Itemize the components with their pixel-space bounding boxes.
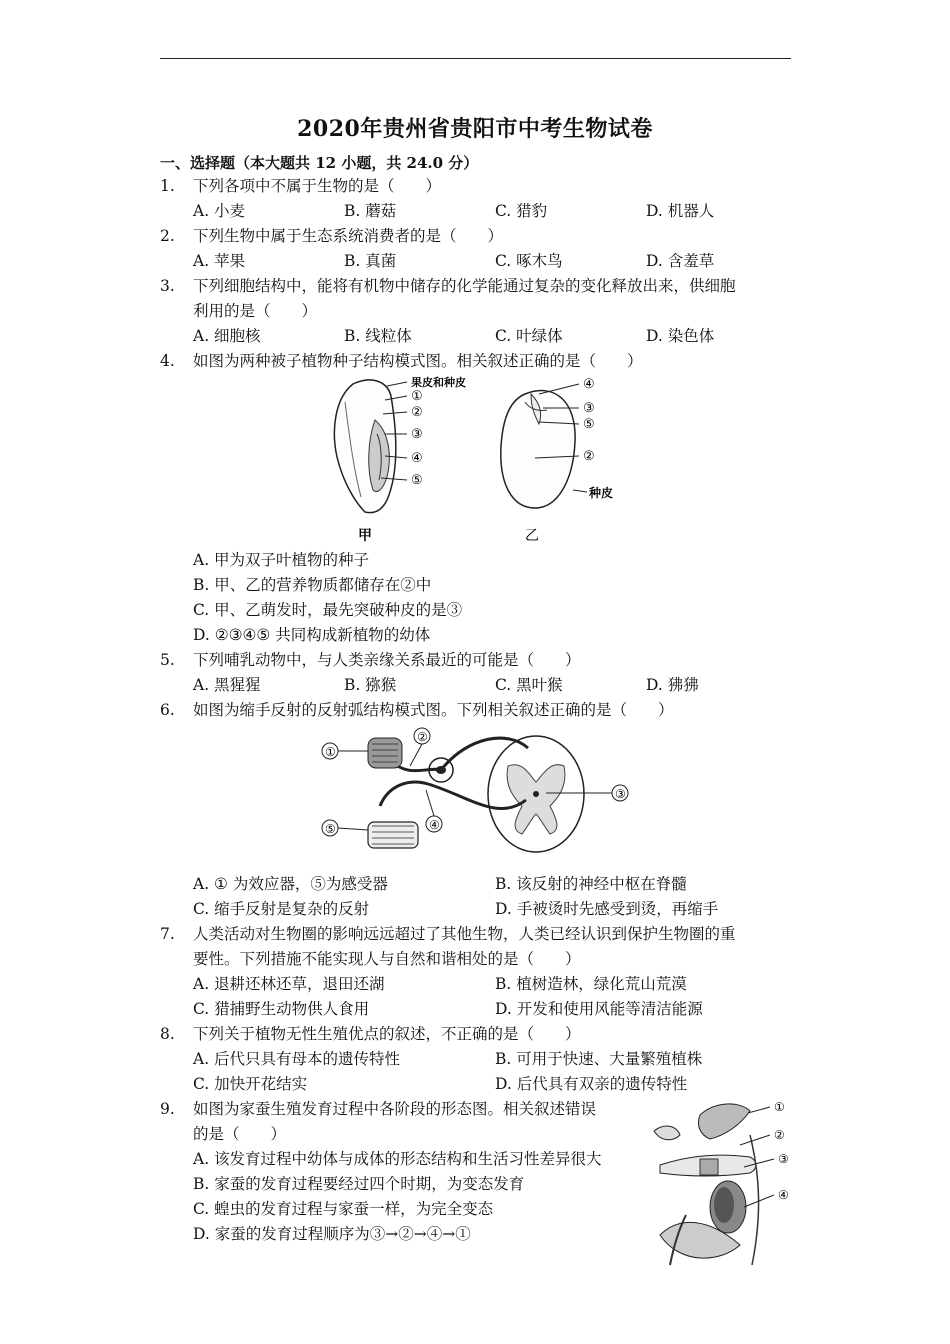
option-c: C. 甲、乙萌发时，最先突破种皮的是③ — [193, 601, 463, 619]
option-a: A. 黑猩猩 — [193, 676, 261, 694]
question-number: 6. — [160, 701, 175, 719]
corn-part-label: ④ — [411, 451, 423, 466]
bean-part-label: ② — [583, 449, 595, 464]
bean-part-label: ⑤ — [583, 417, 595, 432]
option-c: C. 黑叶猴 — [495, 676, 563, 694]
option-c: C. 叶绿体 — [495, 327, 563, 345]
figure-label-jia: 甲 — [358, 528, 372, 544]
page-title: 2020年贵州省贵阳市中考生物试卷 — [297, 116, 653, 142]
option-a: A. 退耕还林还草，退田还湖 — [193, 975, 385, 993]
bean-part-label: ③ — [583, 401, 595, 416]
option-b: B. 蘑菇 — [344, 202, 397, 220]
option-d: D. 染色体 — [646, 327, 715, 345]
silkworm-part-label: ③ — [778, 1152, 789, 1166]
option-c: C. 猎捕野生动物供人食用 — [193, 1000, 370, 1018]
question-text-cont: 的是（ ） — [193, 1125, 287, 1143]
corn-part-label: ② — [411, 405, 423, 420]
silkworm-part-label: ④ — [778, 1188, 789, 1202]
question-number: 1. — [160, 177, 175, 195]
option-d: D. 开发和使用风能等清洁能源 — [495, 1000, 703, 1018]
silkworm-part-label: ① — [774, 1100, 785, 1114]
bean-part-label: 种皮 — [589, 486, 614, 500]
option-a: A. 细胞核 — [193, 327, 261, 345]
figure-label-yi: 乙 — [525, 528, 539, 544]
question-number: 3. — [160, 277, 175, 295]
reflex-part-label: ⑤ — [325, 822, 336, 836]
option-d: D. 手被烫时先感受到烫，再缩手 — [495, 900, 719, 918]
option-b: B. 甲、乙的营养物质都储存在②中 — [193, 576, 432, 594]
option-b: B. 可用于快速、大量繁殖植株 — [495, 1050, 703, 1068]
option-a: A. 该发育过程中幼体与成体的形态结构和生活习性差异很大 — [193, 1150, 602, 1168]
option-a: A. 小麦 — [193, 202, 246, 220]
option-a: A. 甲为双子叶植物的种子 — [193, 551, 370, 569]
reflex-part-label: ② — [417, 730, 428, 744]
reflex-part-label: ④ — [429, 818, 440, 832]
question-text: 如图为家蚕生殖发育过程中各阶段的形态图。相关叙述错误 — [193, 1100, 597, 1118]
question-text-cont: 利用的是（ ） — [193, 302, 318, 320]
option-c: C. 啄木鸟 — [495, 252, 563, 270]
option-a: A. 后代只具有母本的遗传特性 — [193, 1050, 401, 1068]
seed-structure-figure — [325, 372, 630, 547]
question-text: 人类活动对生物圈的影响远远超过了其他生物，人类已经认识到保护生物圈的重 — [193, 925, 736, 943]
option-c: C. 蝗虫的发育过程与家蚕一样，为完全变态 — [193, 1200, 494, 1218]
bean-part-label: ④ — [583, 377, 595, 392]
option-c: C. 缩手反射是复杂的反射 — [193, 900, 370, 918]
option-d: D. 含羞草 — [646, 252, 715, 270]
question-text: 下列关于植物无性生殖优点的叙述，不正确的是（ ） — [193, 1025, 581, 1043]
corn-part-label: ③ — [411, 427, 423, 442]
silkworm-lifecycle-figure — [640, 1095, 800, 1270]
question-number: 4. — [160, 352, 175, 370]
question-text: 如图为缩手反射的反射弧结构模式图。下列相关叙述正确的是（ ） — [193, 701, 674, 719]
section-heading: 一、选择题（本大题共 12 小题，共 24.0 分） — [160, 154, 479, 172]
option-c: C. 猎豹 — [495, 202, 548, 220]
question-text: 如图为两种被子植物种子结构模式图。相关叙述正确的是（ ） — [193, 352, 643, 370]
option-b: B. 植树造林，绿化荒山荒漠 — [495, 975, 687, 993]
option-d: D. 机器人 — [646, 202, 715, 220]
option-b: B. 该反射的神经中枢在脊髓 — [495, 875, 687, 893]
question-text: 下列各项中不属于生物的是（ ） — [193, 177, 442, 195]
corn-seed-diagram — [334, 375, 466, 544]
question-text: 下列细胞结构中，能将有机物中储存的化学能通过复杂的变化释放出来，供细胞 — [193, 277, 736, 295]
option-a: A. 苹果 — [193, 252, 246, 270]
option-b: B. 家蚕的发育过程要经过四个时期，为变态发育 — [193, 1175, 525, 1193]
corn-part-label: ① — [411, 389, 423, 404]
bean-seed-diagram — [501, 377, 613, 544]
option-d: D. 家蚕的发育过程顺序为③→②→④→① — [193, 1225, 471, 1243]
option-b: B. 线粒体 — [344, 327, 412, 345]
option-a: A. ① 为效应器，⑤为感受器 — [193, 875, 388, 893]
question-text-cont: 要性。下列措施不能实现人与自然和谐相处的是（ ） — [193, 950, 581, 968]
silkworm-part-label: ② — [774, 1128, 785, 1142]
option-b: B. 真菌 — [344, 252, 397, 270]
header-rule — [160, 58, 791, 59]
option-d: D. 后代具有双亲的遗传特性 — [495, 1075, 688, 1093]
question-text: 下列哺乳动物中，与人类亲缘关系最近的可能是（ ） — [193, 651, 581, 669]
reflex-part-label: ① — [325, 745, 336, 759]
question-text: 下列生物中属于生态系统消费者的是（ ） — [193, 227, 504, 245]
reflex-part-label: ③ — [615, 787, 626, 801]
question-number: 5. — [160, 651, 175, 669]
question-number: 9. — [160, 1100, 175, 1118]
question-number: 7. — [160, 925, 175, 943]
option-b: B. 猕猴 — [344, 676, 397, 694]
question-number: 8. — [160, 1025, 175, 1043]
question-number: 2. — [160, 227, 175, 245]
option-d: D. 狒狒 — [646, 676, 699, 694]
corn-part-label: 果皮和种皮 — [411, 376, 466, 389]
corn-part-label: ⑤ — [411, 473, 423, 488]
option-d: D. ②③④⑤ 共同构成新植物的幼体 — [193, 626, 431, 644]
reflex-arc-figure — [318, 726, 638, 861]
option-c: C. 加快开花结实 — [193, 1075, 308, 1093]
